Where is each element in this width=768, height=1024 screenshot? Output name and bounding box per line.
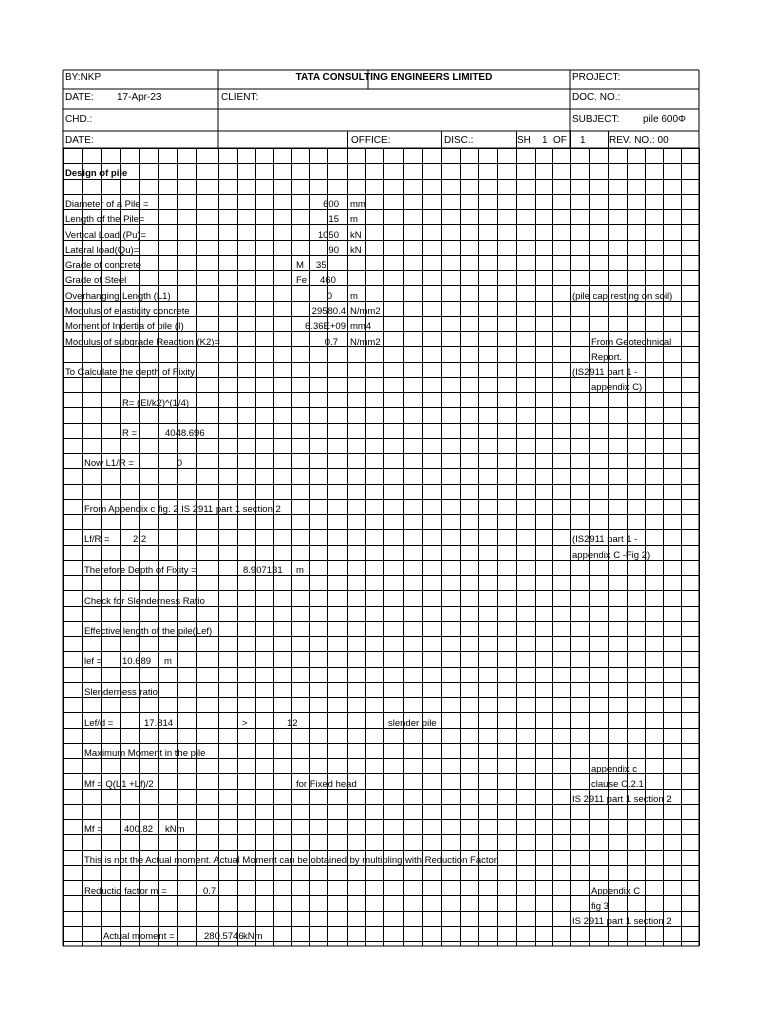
lf-r-value: 2.2 [133,534,147,545]
max-moment-note-1: appendix c [591,764,637,775]
r-label: R = [122,428,138,439]
mf-label: Mf = [84,824,103,835]
of-label: OF [553,135,567,146]
overhang-unit: m [350,291,358,302]
depth-fixity-unit: m [296,565,304,576]
inertia-unit: mm4 [350,321,372,332]
r-value: 4048.696 [165,428,205,439]
sheet-number: 1 [542,135,548,146]
fixity-note-2: appendix C) [591,382,643,393]
company-name: TATA CONSULTING ENGINEERS LIMITED [295,72,493,83]
effective-length-title: Effective length of the pile(Lef) [84,626,213,637]
lef-d-operator: > [242,718,248,729]
grade-steel-label: Grade of Steel [65,275,127,286]
sheet-label: SH [517,135,531,146]
depth-fixity-value: 8.907131 [243,565,283,576]
length-label: Length of the Pile= [65,214,145,225]
lf-r-note-2: appendix C -Fig 2) [572,550,651,561]
lef-unit: m [164,656,172,667]
length-value: 15 [328,214,339,225]
grade-steel-prefix: Fe [296,275,308,286]
lef-d-value: 17.814 [144,718,174,729]
length-unit: m [350,214,358,225]
mf-note-2: IS 2911 part 1 section 2 [572,794,672,805]
chd-field: CHD.: [65,114,93,125]
lef-value: 10.689 [122,656,152,667]
date-value: 17-Apr-23 [117,92,162,103]
mf-value: 400.82 [124,824,154,835]
overhang-value: 0 [326,291,332,302]
doc-no-field: DOC. NO.: [572,92,621,103]
now-l1r-label: Now L1/R = [84,458,134,469]
grade-steel-value: 460 [320,275,336,286]
from-appendix-text: From Appendix c fig. 2 IS 2911 part 1 section 2 [84,504,281,515]
lf-r-label: Lf/R = [84,534,110,545]
inertia-label: Moment of Indertia of pile (I) [65,321,184,332]
diameter-value: 600 [323,199,339,210]
lateral-load-value: 90 [328,245,339,256]
now-l1r-value: 0 [176,458,182,469]
max-moment-title: Maximum Moment in the pile [84,748,206,759]
inertia-value: 6.36E+09 [305,321,346,332]
diameter-label: Diameter of a Pile = [65,199,149,210]
lef-d-limit: 12 [287,718,298,729]
actual-moment-value: 280.5746 [204,931,244,942]
by-field: BY:NKP [65,72,102,83]
vertical-load-value: 1050 [317,230,339,241]
actual-moment-label: Actual moment = [103,931,175,942]
reduction-note-3: IS 2911 part 1 section 2 [572,916,672,927]
subject-label: SUBJECT: [572,114,620,125]
reduction-value: 0.7 [203,886,217,897]
disc-field: DISC.: [444,135,474,146]
grade-concrete-prefix: M [296,260,304,271]
mf-note-1: clause C.2.1 [591,779,644,790]
slenderness-check-title: Check for Slenderness Ratio [84,596,205,607]
lf-r-note-1: (IS2911 part 1 - [572,534,638,545]
subgrade-unit: N/mm2 [350,337,381,348]
r-formula: R= (EI/k2)^(1/4) [122,398,190,409]
revision-field: REV. NO.: 00 [609,135,669,146]
subgrade-note-2: Report. [591,352,623,363]
fixity-title: To Calculate the depth of Fixity [65,367,195,378]
subject-value: pile 600Φ [643,114,687,125]
overhang-label: Overhanging Length (L1) [65,291,171,302]
slenderness-title: Slenderness ratio [84,687,158,698]
slender-result: slender pile [388,718,437,729]
not-actual-moment-text: This is not the Actual moment. Actual Moment can be obtained by multipling with Reduction Factor. [84,855,500,866]
mf-formula: Mf = Q(L1 +Lf)/2 [84,779,154,790]
actual-moment-unit: kNm [243,931,263,942]
date2-label: DATE: [65,135,94,146]
reduction-note-2: fig 3 [591,901,609,912]
modulus-value: 29580.4 [311,306,346,317]
fixity-note-1: (IS2911 part 1 - [572,367,638,378]
subgrade-note-1: From Geotechnical [591,337,672,348]
modulus-label: Modulus of elasticity concrete [65,306,190,317]
lef-d-label: Lef/d = [84,718,114,729]
lateral-load-unit: kN [350,245,362,256]
modulus-unit: N/mm2 [350,306,381,317]
diameter-unit: mm [350,199,366,210]
of-number: 1 [580,135,586,146]
grade-concrete-value: 35 [316,260,327,271]
lateral-load-label: Lateral load(Qu)= [65,245,140,256]
depth-fixity-label: Therefore Depth of Fixity = [84,565,197,576]
overhang-note: (pile cap resting on soil) [572,291,673,302]
grade-concrete-label: Grade of concrete [65,260,142,271]
subgrade-value: 0.7 [324,337,338,348]
client-field: CLIENT: [221,92,259,103]
lef-label: lef = [84,656,103,667]
fixed-head-text: for Fixed head [296,779,357,790]
vertical-load-label: Vertical Load (Pu)= [65,230,147,241]
date-label: DATE: [65,92,94,103]
vertical-load-unit: kN [350,230,362,241]
project-field: PROJECT: [572,72,621,83]
mf-unit: kNm [165,824,185,835]
office-field: OFFICE: [351,135,391,146]
reduction-label: Reductio factor m = [84,886,167,897]
subgrade-label: Modulus of subgrade Reaction (K2)= [65,337,220,348]
reduction-note-1: Appendix C [591,886,641,897]
section-title: Design of pile [65,168,128,179]
